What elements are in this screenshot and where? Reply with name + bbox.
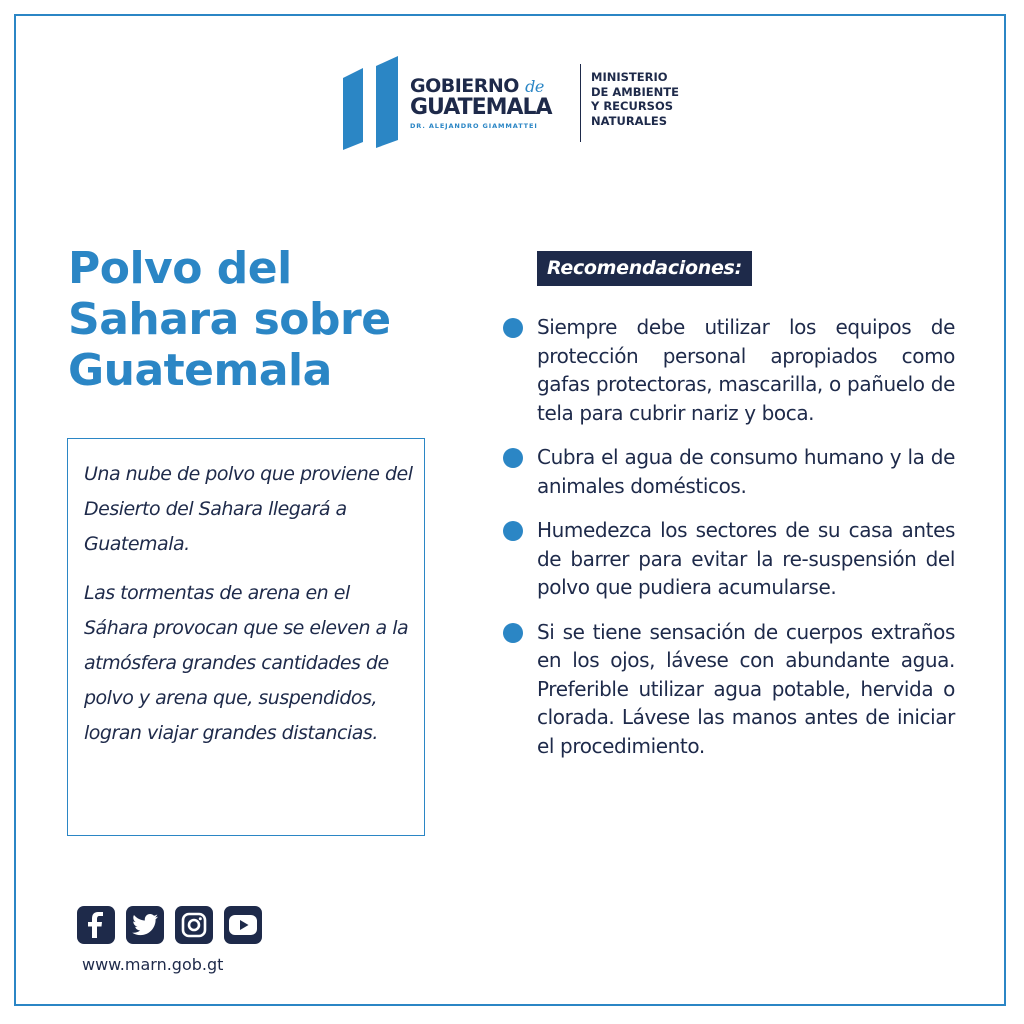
bullet-icon <box>503 521 523 541</box>
bullet-icon <box>503 623 523 643</box>
youtube-icon[interactable] <box>224 906 262 944</box>
recommendation-item: Siempre debe utilizar los equipos de protección personal apropiados como gafas protectoras, mascarilla, o pañuelo de tela para cubrir nariz y boca. <box>503 313 955 427</box>
social-links <box>77 906 262 944</box>
page-title: Polvo del Sahara sobre Guatemala <box>68 243 391 396</box>
header-divider <box>580 64 581 142</box>
recommendation-item: Cubra el agua de consumo humano y la de animales domésticos. <box>503 443 955 500</box>
twitter-icon[interactable] <box>126 906 164 944</box>
recommendation-item: Humedezca los sectores de su casa antes de barrer para evitar la re-suspensión del polvo que pudiera acumularse. <box>503 516 955 602</box>
government-wordmark <box>410 76 570 130</box>
intro-paragraph: Una nube de polvo que proviene del Desierto del Sahara llegará a Guatemala. <box>84 463 413 555</box>
website-link[interactable]: www.marn.gob.gt <box>82 955 224 974</box>
bullet-icon <box>503 318 523 338</box>
facebook-icon[interactable] <box>77 906 115 944</box>
government-line-3: DR. ALEJANDRO GIAMMATTEI <box>410 122 538 130</box>
ministry-name: MINISTERIO DE AMBIENTE Y RECURSOS NATURALES <box>591 70 679 128</box>
instagram-icon[interactable] <box>175 906 213 944</box>
recommendations-heading: Recomendaciones: <box>537 251 752 286</box>
recommendations-list <box>503 313 955 776</box>
government-line-2: GUATEMALA <box>410 95 552 120</box>
bullet-icon <box>503 448 523 468</box>
intro-box <box>67 438 425 836</box>
recommendation-item: Si se tiene sensación de cuerpos extraños en los ojos, lávese con abundante agua. Preferible utilizar agua potable, hervida o clorada. Lávese las manos antes de iniciar el procedimiento. <box>503 618 955 761</box>
intro-paragraph: Las tormentas de arena en el Sáhara provocan que se eleven a la atmósfera grandes cantidades de polvo y arena que, suspendidos, logran viajar grandes distancias. <box>84 582 409 744</box>
government-logo-icon <box>343 56 403 150</box>
government-line-1: GOBIERNO de <box>410 75 544 97</box>
